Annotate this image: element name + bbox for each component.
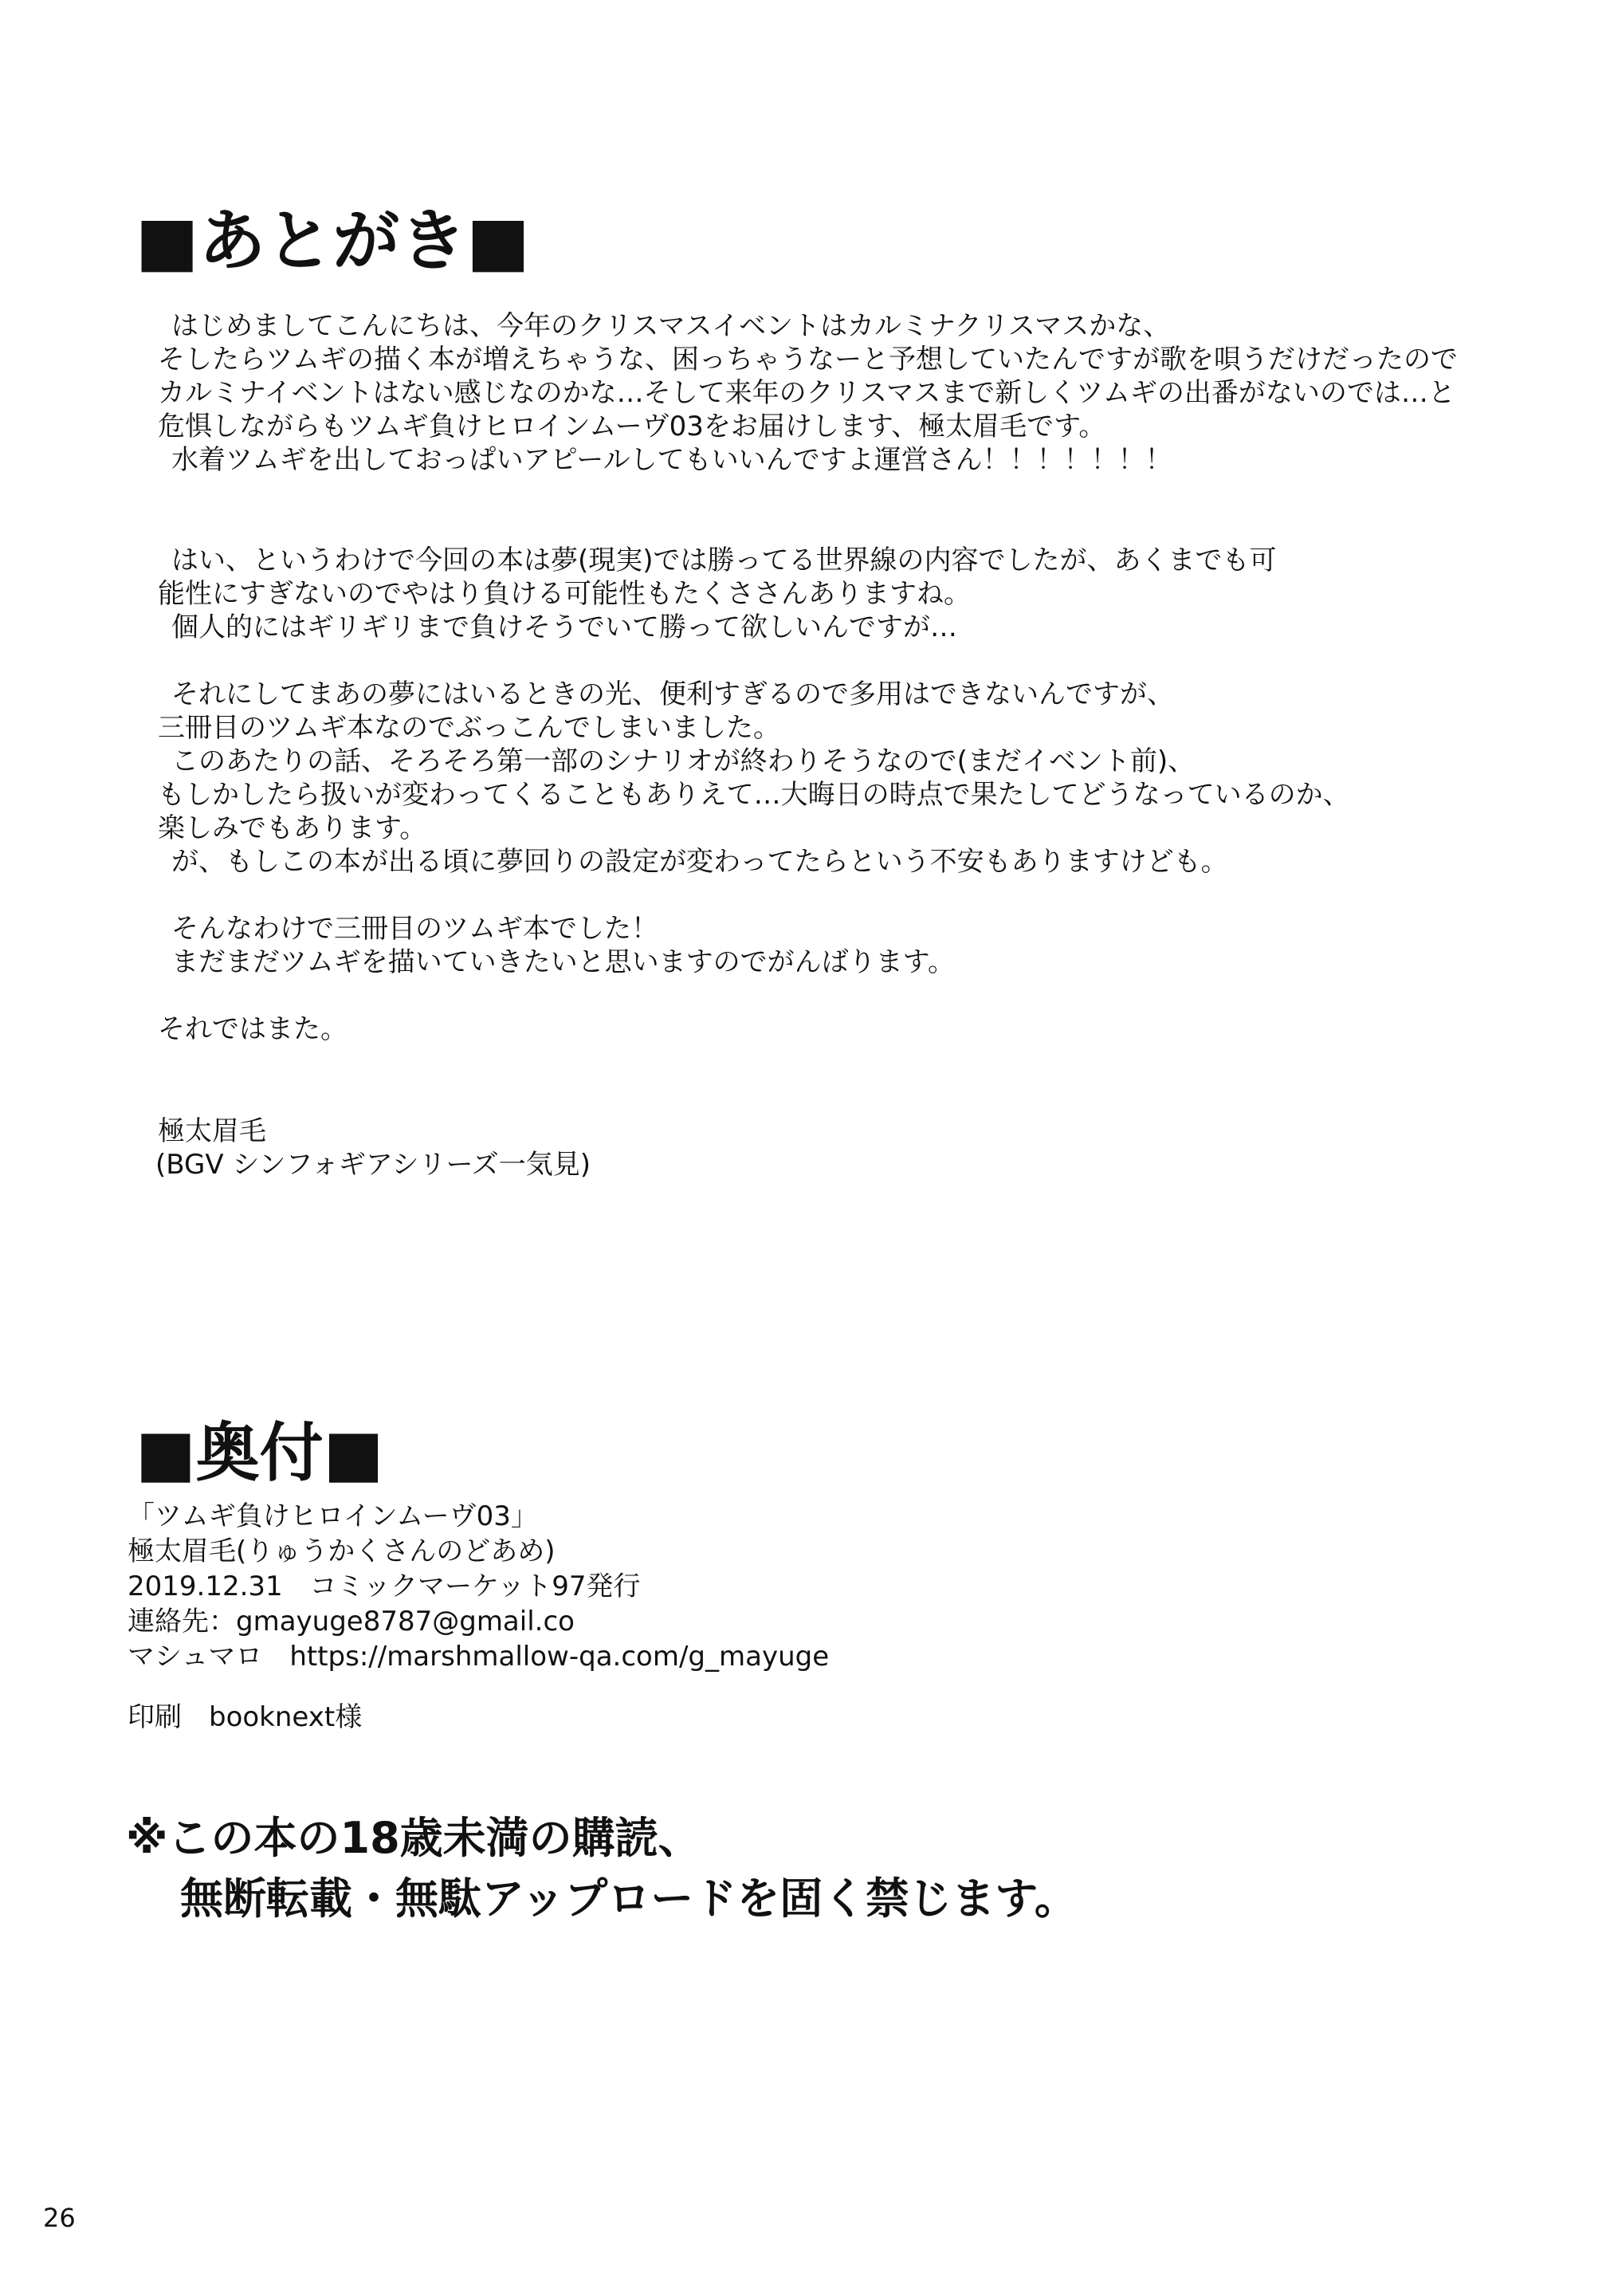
- afterword-line: このあたりの話、そろそろ第一部のシナリオが終わりそうなので(まだイベント前)、: [171, 745, 1196, 777]
- colophon-body: [128, 1499, 829, 1735]
- notice-line-1: ※この本の18歳未満の購読、: [126, 1813, 701, 1863]
- afterword-body: [155, 309, 1574, 1181]
- afterword-line: はい、というわけで今回の本は夢(現実)では勝ってる世界線の内容でしたが、あくまでも可: [171, 545, 1277, 576]
- afterword-heading: ■あとがき■: [135, 202, 530, 280]
- afterword-line: 水着ツムギを出しておっぱいアピールしてもいいんですよ運営さん！！！！！！！: [171, 444, 1172, 476]
- signature-note: (BGV シンフォギアシリーズ一気見): [155, 1149, 591, 1181]
- reproduction-notice: [126, 1808, 1078, 1929]
- page-number: 26: [43, 2203, 76, 2233]
- afterword-line: そんなわけで三冊目のツムギ本でした！: [171, 913, 658, 945]
- colophon-heading: ■奥付■: [135, 1416, 384, 1490]
- colophon-author: 極太眉毛(りゅうかくさんのどあめ): [128, 1535, 556, 1567]
- afterword-line: カルミナイベントはない感じなのかな…そして来年のクリスマスまで新しくツムギの出番がないのでは…と: [158, 377, 1455, 409]
- afterword-line: 個人的にはギリギリまで負けそうでいて勝って欲しいんですが…: [171, 611, 957, 643]
- afterword-line: 楽しみでもあります。: [158, 812, 427, 844]
- afterword-line: はじめましてこんにちは、今年のクリスマスイベントはカルミナクリスマスかな、: [171, 310, 1171, 342]
- colophon-printer: 印刷 booknext様: [128, 1701, 363, 1733]
- colophon-title: 「ツムギ負けヒロインムーヴ03」: [128, 1500, 538, 1532]
- afterword-line: そしたらツムギの描く本が増えちゃうな、困っちゃうなーと予想していたんですが歌を唄うだけだったので: [158, 344, 1458, 375]
- colophon-marshmallow: マシュマロ https://marshmallow-qa.com/g_mayuge: [128, 1641, 830, 1673]
- afterword-line: もしかしたら扱いが変わってくることもありえて…大晦日の時点で果たしてどうなっているのか、: [158, 779, 1350, 811]
- afterword-line: 能性にすぎないのでやはり負ける可能性もたくささんありますね。: [158, 578, 971, 610]
- afterword-line: 三冊目のツムギ本なのでぶっこんでしまいました。: [158, 712, 780, 744]
- afterword-line: が、もしこの本が出る頃に夢回りの設定が変わってたらという不安もありますけども。: [171, 846, 1228, 878]
- afterword-line: まだまだツムギを描いていきたいと思いますのでがんばります。: [171, 946, 955, 978]
- colophon-release: 2019.12.31 コミックマーケット97発行: [128, 1571, 641, 1602]
- signature-name: 極太眉毛: [158, 1115, 266, 1147]
- colophon-contact: 連絡先：gmayuge8787@gmail.co: [128, 1606, 575, 1637]
- afterword-closing: それではまた。: [158, 1013, 348, 1045]
- afterword-line: それにしてまあの夢にはいるときの光、便利すぎるので多用はできないんですが、: [171, 678, 1174, 710]
- afterword-line: 危惧しながらもツムギ負けヒロインムーヴ03をお届けします、極太眉毛です。: [158, 411, 1106, 442]
- notice-line-2: 無断転載・無駄アップロードを固く禁じます。: [180, 1873, 1078, 1924]
